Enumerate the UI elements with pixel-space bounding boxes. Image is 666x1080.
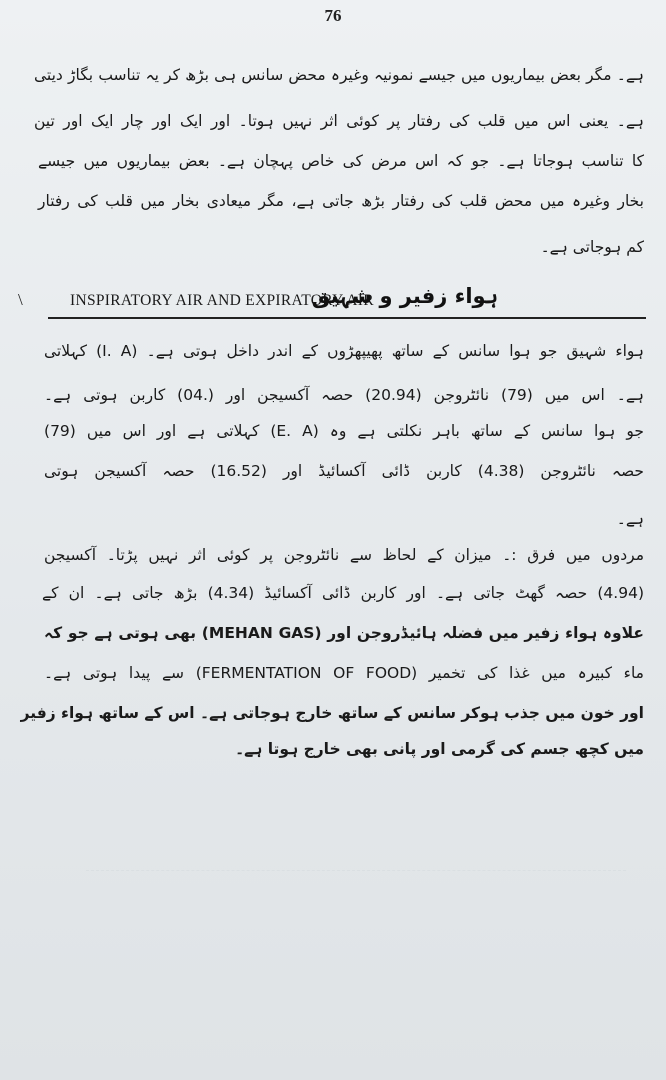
paragraph2-line-4: حصہ نائٹروجن (4.38) کاربن ڈائی آکسائیڈ اور (16.52) حصہ آکسیجن ہوتی	[44, 462, 644, 480]
paragraph1-line-2: ہے۔ یعنی اس میں قلب کی رفتار پر کوئی اثر نہیں ہوتا۔ اور ایک اور چار ایک اور تین	[34, 112, 644, 130]
paragraph2-line-2: ہے۔ اس میں (79) نائٹروجن (20.94) حصہ آکسیجن اور (.04) کاربن ہوتی ہے۔	[44, 386, 644, 404]
paragraph3-line-6: میں کچھ جسم کی گرمی اور پانی بھی خارج ہوتا ہے۔	[235, 740, 644, 758]
paragraph3-line-5: اور خون میں جذب ہوکر سانس کے ساتھ خارج ہوجاتی ہے۔ اس کے ساتھ ہواء زفیر	[20, 704, 644, 722]
section-heading	[18, 284, 648, 318]
paragraph3-line-3: علاوہ ہواء زفیر میں فضلہ ہائیڈروجن اور (MEHAN GAS) بھی ہوتی ہے جو کہ	[44, 624, 645, 642]
heading-urdu: ہواء زفیر و شہیق	[311, 284, 498, 308]
paragraph3-line-1: مردوں میں فرق :۔ میزان کے لحاظ سے نائٹروجن پر کوئی اثر نہیں پڑتا۔ آکسیجن	[44, 546, 644, 564]
paragraph1-line-5: کم ہوجاتی ہے۔	[540, 238, 644, 256]
paragraph1-line-1: ہے۔ مگر بعض بیماریوں میں جیسے نمونیہ وغیرہ محض سانس ہی بڑھ کر یہ تناسب بگاڑ دیتی	[34, 66, 644, 84]
heading-english: INSPIRATORY AIR AND EXPIRATORY AIR	[70, 292, 374, 309]
bleed-through-shadow	[86, 870, 626, 991]
paragraph2-line-3: جو ہوا سانس کے ساتھ باہر نکلتی ہے وہ (E. A) کہلاتی ہے اور اس میں (79)	[44, 422, 644, 440]
paragraph1-line-4: بخار وغیرہ میں محض قلب کی رفتار بڑھ جاتی ہے، مگر میعادی بخار میں قلب کی رفتار	[38, 192, 644, 210]
paragraph1-line-3: کا تناسب ہوجاتا ہے۔ جو کہ اس مرض کی خاص پہچان ہے۔ بعض بیماریوں میں جیسے	[38, 152, 644, 170]
heading-underline	[48, 317, 646, 319]
paragraph2-line-1: ہواء شہیق جو ہوا سانس کے ساتھ پھیپھڑوں کے اندر داخل ہوتی ہے۔ (I. A) کہلاتی	[44, 342, 645, 360]
paragraph3-line-2: (4.94) حصہ گھٹ جاتی ہے۔ اور کاربن ڈائی آکسائیڈ (4.34) بڑھ جاتی ہے۔ ان کے	[42, 584, 644, 602]
heading-mark: \	[18, 290, 23, 309]
paragraph3-line-4: ماء کبیرہ میں غذا کی تخمیر (FERMENTATION OF FOOD) سے پیدا ہوتی ہے۔	[44, 664, 644, 682]
paragraph2-line-5: ہے۔	[616, 510, 644, 528]
page-number: 76	[324, 6, 342, 25]
